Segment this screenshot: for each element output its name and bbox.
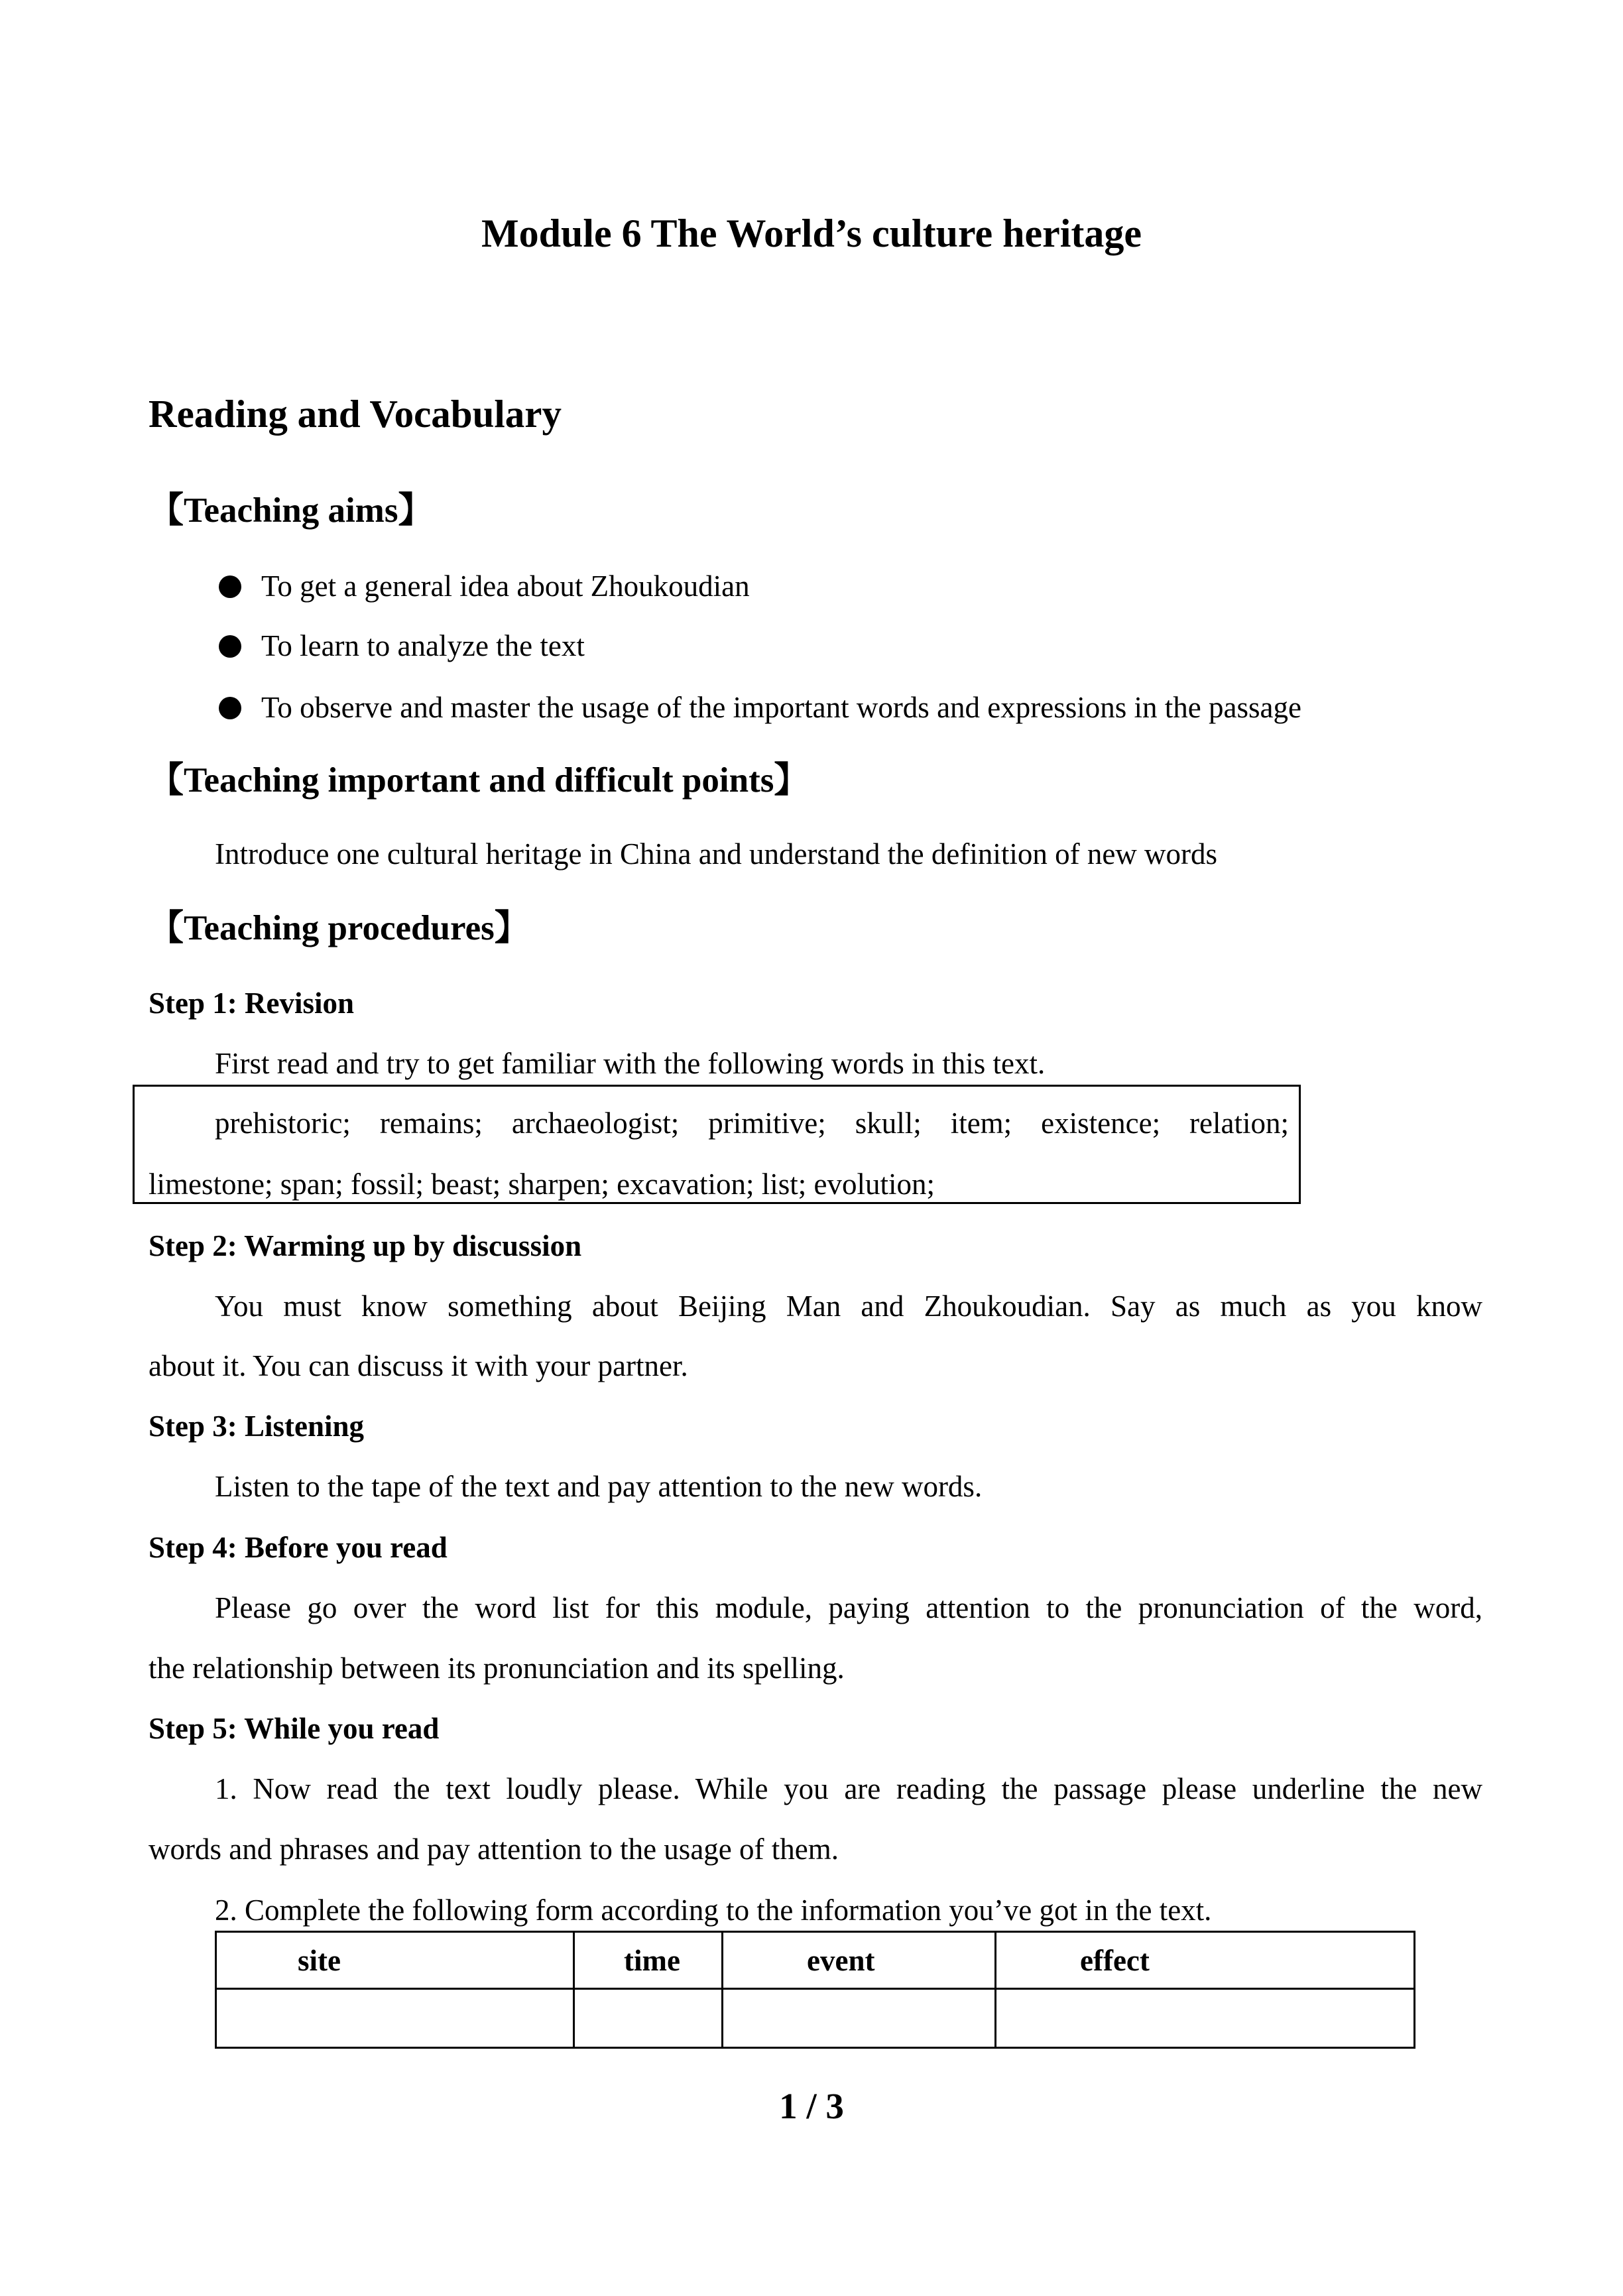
bullet-icon bbox=[219, 575, 241, 598]
important-points-text: Introduce one cultural heritage in China and understand the definition of new words bbox=[215, 837, 1218, 871]
step2-title: Step 2: Warming up by discussion bbox=[149, 1229, 582, 1262]
step3-title: Step 3: Listening bbox=[149, 1410, 365, 1443]
table-cell-time[interactable] bbox=[574, 1989, 723, 2048]
step4-title: Step 4: Before you read bbox=[149, 1531, 448, 1564]
aim-item: To learn to analyze the text bbox=[219, 629, 585, 663]
step4-line-1: Please go over the word list for this module, paying attention to the pronunciation of the word, bbox=[215, 1591, 1482, 1624]
table-row bbox=[216, 1989, 1415, 2048]
table-cell-event[interactable] bbox=[723, 1989, 996, 2048]
page-title: Module 6 The World’s culture heritage bbox=[481, 211, 1142, 255]
step4-line-2: the relationship between its pronunciation and its spelling. bbox=[149, 1652, 845, 1685]
table-header-time: time bbox=[574, 1932, 723, 1989]
bullet-icon bbox=[219, 697, 241, 719]
table-header-row bbox=[216, 1932, 1415, 1989]
table-header-event: event bbox=[723, 1932, 996, 1989]
step3-line-1: Listen to the tape of the text and pay attention to the new words. bbox=[215, 1470, 983, 1503]
teaching-aims-heading: 【Teaching aims】 bbox=[149, 491, 434, 530]
table-header-site: site bbox=[216, 1932, 574, 1989]
table-header-effect: effect bbox=[996, 1932, 1415, 1989]
step1-title: Step 1: Revision bbox=[149, 987, 355, 1020]
step5-item1-line-1: 1. Now read the text loudly please. While you are reading the passage please underline the new bbox=[215, 1772, 1482, 1805]
aim-item: To get a general idea about Zhoukoudian bbox=[219, 569, 750, 603]
procedures-heading: 【Teaching procedures】 bbox=[149, 909, 530, 947]
step5-item2: 2. Complete the following form according to the information you’ve got in the text. bbox=[215, 1894, 1212, 1927]
bullet-icon bbox=[219, 635, 241, 658]
table-cell-site[interactable] bbox=[216, 1989, 574, 2048]
step1-intro: First read and try to get familiar with the following words in this text. bbox=[215, 1047, 1046, 1080]
table-cell-effect[interactable] bbox=[996, 1989, 1415, 2048]
vocab-line-2: limestone; span; fossil; beast; sharpen; excavation; list; evolution; bbox=[149, 1168, 935, 1201]
important-points-heading: 【Teaching important and difficult points】 bbox=[149, 761, 810, 800]
page-number: 1 / 3 bbox=[779, 2086, 844, 2126]
info-form-table bbox=[215, 1931, 1415, 2049]
step2-line-1: You must know something about Beijing Man and Zhoukoudian. Say as much as you know bbox=[215, 1290, 1482, 1323]
section-heading: Reading and Vocabulary bbox=[149, 392, 562, 436]
vocab-line-1: prehistoric; remains; archaeologist; primitive; skull; item; existence; relation; bbox=[215, 1107, 1289, 1140]
step5-title: Step 5: While you read bbox=[149, 1712, 440, 1745]
step2-line-2: about it. You can discuss it with your partner. bbox=[149, 1349, 688, 1382]
step5-item1-line-2: words and phrases and pay attention to the usage of them. bbox=[149, 1833, 839, 1866]
aim-item: To observe and master the usage of the important words and expressions in the passage bbox=[219, 690, 1301, 725]
